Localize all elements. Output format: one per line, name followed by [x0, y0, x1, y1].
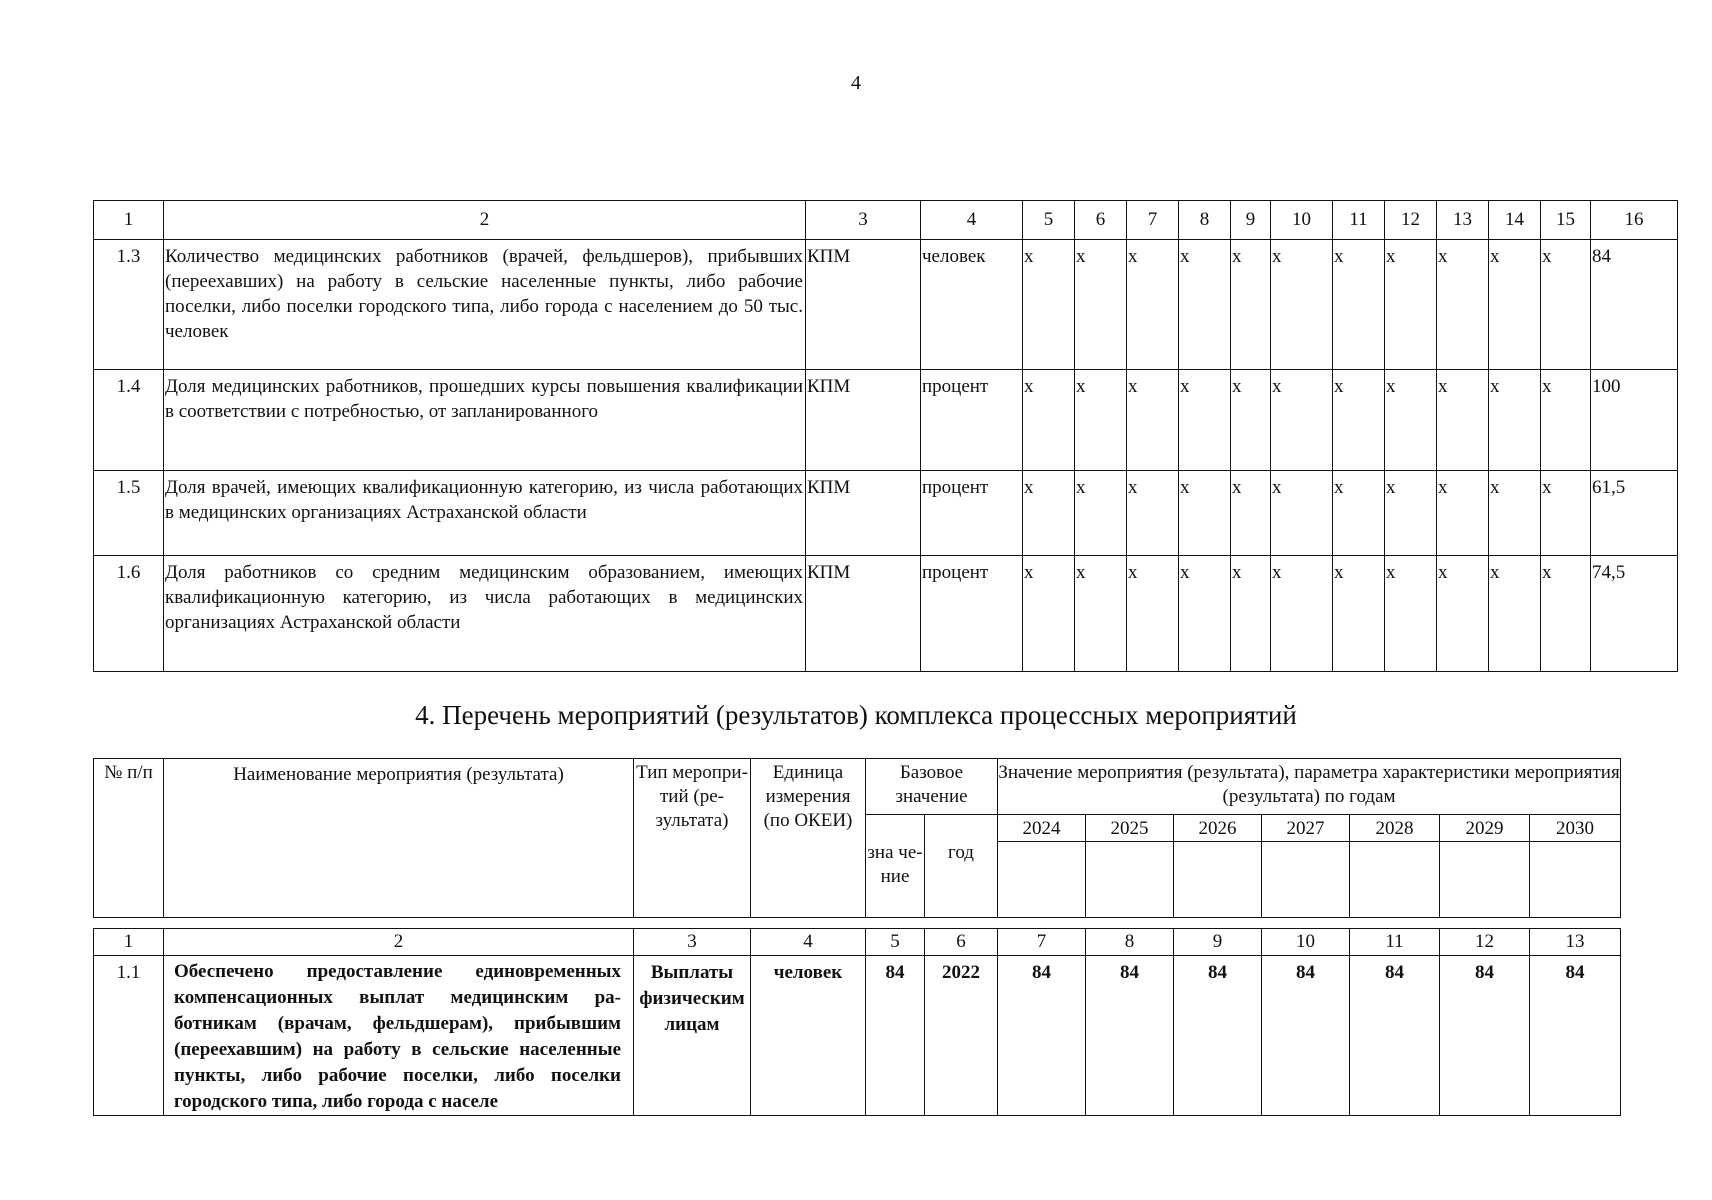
base-value: 84 [866, 956, 925, 1116]
indicator-value: 100 [1591, 370, 1678, 471]
column-header-year: 2029 [1440, 815, 1530, 842]
column-header-base: Базовое значение [866, 759, 998, 815]
not-applicable-mark: x [1271, 556, 1333, 672]
measures-header-table [93, 758, 1621, 918]
not-applicable-mark: x [1385, 556, 1437, 672]
not-applicable-mark: x [1271, 240, 1333, 370]
column-header-year: 2027 [1262, 815, 1350, 842]
row-number: 1.3 [94, 240, 164, 370]
not-applicable-mark: x [1127, 471, 1179, 556]
column-number: 9 [1174, 929, 1262, 956]
column-number: 5 [1023, 201, 1075, 240]
column-number: 2 [164, 201, 806, 240]
not-applicable-mark: x [1075, 240, 1127, 370]
indicator-unit: процент [921, 556, 1023, 672]
column-number-row [94, 929, 1621, 956]
not-applicable-mark: x [1023, 471, 1075, 556]
section-title: 4. Перечень мероприятий (результатов) комплекса процессных мероприятий [415, 700, 1297, 730]
measures-table [93, 928, 1621, 1116]
column-number-row [94, 201, 1678, 240]
column-header-year: 2024 [998, 815, 1086, 842]
year-value: 84 [998, 956, 1086, 1116]
indicator-unit: процент [921, 370, 1023, 471]
column-number: 12 [1440, 929, 1530, 956]
column-number: 9 [1231, 201, 1271, 240]
indicator-name: Доля врачей, имеющих квалификационную категорию, из числа работающих в медицинских организациях Астраханской области [164, 471, 806, 556]
column-number: 4 [751, 929, 866, 956]
not-applicable-mark: x [1385, 240, 1437, 370]
not-applicable-mark: x [1231, 556, 1271, 672]
not-applicable-mark: x [1541, 370, 1591, 471]
not-applicable-mark: x [1127, 370, 1179, 471]
not-applicable-mark: x [1437, 240, 1489, 370]
not-applicable-mark: x [1127, 240, 1179, 370]
not-applicable-mark: x [1271, 370, 1333, 471]
column-number: 7 [1127, 201, 1179, 240]
not-applicable-mark: x [1489, 556, 1541, 672]
year-value: 84 [1262, 956, 1350, 1116]
not-applicable-mark: x [1023, 556, 1075, 672]
column-number: 13 [1530, 929, 1621, 956]
row-number: 1.6 [94, 556, 164, 672]
column-header-year: 2028 [1350, 815, 1440, 842]
indicator-name: Количество медицинских работников (врачей, фельдшеров), прибывших (переехавших) на работу в сельские населенные пункты, либо рабочие поселки, либо поселки городского типа, либо города с населением до 50 тыс. человек [164, 240, 806, 370]
column-number: 2 [164, 929, 634, 956]
not-applicable-mark: x [1489, 240, 1541, 370]
column-number: 1 [94, 201, 164, 240]
table-row [94, 956, 1621, 1116]
column-header-base-value: зна чение [866, 815, 925, 918]
column-number: 3 [806, 201, 921, 240]
not-applicable-mark: x [1489, 370, 1541, 471]
not-applicable-mark: x [1127, 556, 1179, 672]
not-applicable-mark: x [1541, 471, 1591, 556]
not-applicable-mark: x [1075, 471, 1127, 556]
indicator-type: КПМ [806, 240, 921, 370]
row-number: 1.1 [94, 956, 164, 1116]
column-number: 3 [634, 929, 751, 956]
not-applicable-mark: x [1231, 370, 1271, 471]
indicator-name: Доля медицинских работников, прошедших курсы повышения квалификации в соответствии с потребностью, от запланированного [164, 370, 806, 471]
column-header-name: Наименование мероприятия (результата) [164, 759, 634, 918]
year-value: 84 [1440, 956, 1530, 1116]
not-applicable-mark: x [1179, 240, 1231, 370]
not-applicable-mark: x [1489, 471, 1541, 556]
not-applicable-mark: x [1437, 556, 1489, 672]
column-number: 6 [925, 929, 998, 956]
column-number: 1 [94, 929, 164, 956]
column-header-values: Значение мероприятия (результата), параметра характеристики мероприятия (результата) по годам [998, 759, 1621, 815]
column-number: 7 [998, 929, 1086, 956]
not-applicable-mark: x [1385, 370, 1437, 471]
column-number: 10 [1271, 201, 1333, 240]
indicators-table [93, 200, 1678, 672]
column-header-number: № п/п [94, 759, 164, 918]
year-value: 84 [1350, 956, 1440, 1116]
column-number: 15 [1541, 201, 1591, 240]
not-applicable-mark: x [1075, 556, 1127, 672]
not-applicable-mark: x [1541, 556, 1591, 672]
table-row [94, 240, 1678, 370]
column-number: 16 [1591, 201, 1678, 240]
not-applicable-mark: x [1179, 556, 1231, 672]
measure-name: Обеспечено предоставление единовременных компенсационных выплат медицинским работникам (врачам, фельдшерам), прибывшим (переехавшим) на работу в сельские населенные пункты, либо рабочие поселки, либо поселки городского типа, либо города с населе [164, 956, 634, 1116]
not-applicable-mark: x [1437, 471, 1489, 556]
column-header-base-year: год [925, 815, 998, 918]
not-applicable-mark: x [1023, 370, 1075, 471]
column-number: 8 [1179, 201, 1231, 240]
table-row [94, 471, 1678, 556]
not-applicable-mark: x [1333, 240, 1385, 370]
column-header-type: Тип меропритий (результата) [634, 759, 751, 918]
column-header-year: 2025 [1086, 815, 1174, 842]
not-applicable-mark: x [1179, 471, 1231, 556]
column-header-unit: Единица измерения (по ОКЕИ) [751, 759, 866, 918]
column-header-year: 2026 [1174, 815, 1262, 842]
column-number: 4 [921, 201, 1023, 240]
column-number: 13 [1437, 201, 1489, 240]
base-year: 2022 [925, 956, 998, 1116]
table-row [94, 556, 1678, 672]
year-value: 84 [1530, 956, 1621, 1116]
not-applicable-mark: x [1231, 471, 1271, 556]
table-row [94, 370, 1678, 471]
indicator-unit: процент [921, 471, 1023, 556]
column-number: 11 [1333, 201, 1385, 240]
column-number: 10 [1262, 929, 1350, 956]
not-applicable-mark: x [1385, 471, 1437, 556]
not-applicable-mark: x [1075, 370, 1127, 471]
column-number: 14 [1489, 201, 1541, 240]
column-number: 8 [1086, 929, 1174, 956]
measure-type: Выплаты физическим лицам [634, 956, 751, 1116]
column-number: 12 [1385, 201, 1437, 240]
header-row [94, 759, 1621, 815]
not-applicable-mark: x [1231, 240, 1271, 370]
page-number: 4 [851, 72, 861, 94]
indicator-value: 61,5 [1591, 471, 1678, 556]
not-applicable-mark: x [1333, 556, 1385, 672]
row-number: 1.4 [94, 370, 164, 471]
measure-unit: человек [751, 956, 866, 1116]
indicator-unit: человек [921, 240, 1023, 370]
not-applicable-mark: x [1437, 370, 1489, 471]
not-applicable-mark: x [1179, 370, 1231, 471]
indicator-type: КПМ [806, 370, 921, 471]
indicator-type: КПМ [806, 556, 921, 672]
not-applicable-mark: x [1271, 471, 1333, 556]
column-number: 5 [866, 929, 925, 956]
not-applicable-mark: x [1541, 240, 1591, 370]
column-number: 6 [1075, 201, 1127, 240]
column-number: 11 [1350, 929, 1440, 956]
indicator-type: КПМ [806, 471, 921, 556]
indicator-name: Доля работников со средним медицинским образованием, имеющих квалификационную категорию, из числа работающих в медицинских организациях Астраханской области [164, 556, 806, 672]
column-header-year: 2030 [1530, 815, 1621, 842]
not-applicable-mark: x [1333, 471, 1385, 556]
year-value: 84 [1086, 956, 1174, 1116]
not-applicable-mark: x [1023, 240, 1075, 370]
indicator-value: 74,5 [1591, 556, 1678, 672]
indicator-value: 84 [1591, 240, 1678, 370]
year-value: 84 [1174, 956, 1262, 1116]
not-applicable-mark: x [1333, 370, 1385, 471]
row-number: 1.5 [94, 471, 164, 556]
